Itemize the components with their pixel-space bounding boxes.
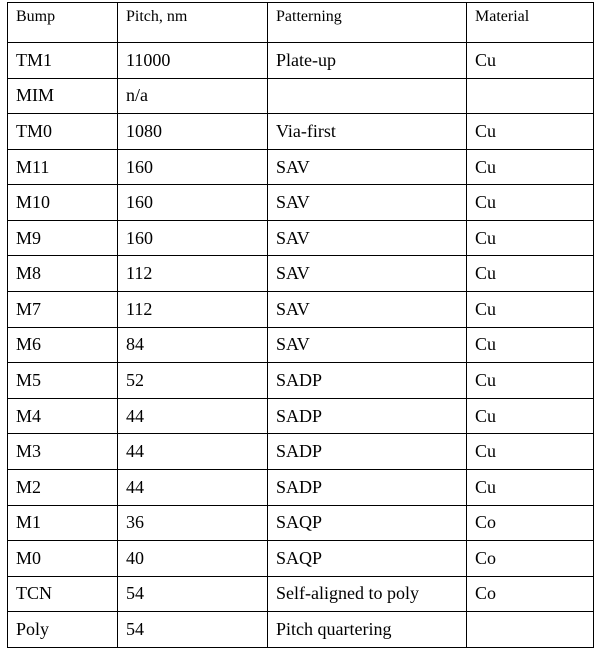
layer-cell: M8	[8, 256, 118, 292]
patterning-cell: SAQP	[268, 505, 467, 541]
table-body	[8, 43, 594, 648]
pitch-cell: 40	[118, 541, 268, 577]
pitch-cell: 1080	[118, 114, 268, 150]
material-cell: Cu	[467, 220, 594, 256]
patterning-cell: SAV	[268, 149, 467, 185]
material-cell: Cu	[467, 398, 594, 434]
pitch-cell: 52	[118, 363, 268, 399]
layer-cell: M11	[8, 149, 118, 185]
layer-cell: TM0	[8, 114, 118, 150]
metal-stack-table	[7, 2, 594, 648]
layer-cell: TM1	[8, 43, 118, 79]
pitch-cell: 54	[118, 612, 268, 648]
layer-cell: M2	[8, 469, 118, 505]
material-cell: Cu	[467, 363, 594, 399]
pitch-cell: 112	[118, 292, 268, 328]
layer-cell: M0	[8, 541, 118, 577]
pitch-cell: 44	[118, 398, 268, 434]
layer-cell: M7	[8, 292, 118, 328]
material-cell: Cu	[467, 469, 594, 505]
table-row	[8, 327, 594, 363]
patterning-cell: SAV	[268, 292, 467, 328]
patterning-cell: SAQP	[268, 541, 467, 577]
material-cell	[467, 612, 594, 648]
table-row	[8, 43, 594, 79]
table-row	[8, 612, 594, 648]
patterning-cell: Pitch quartering	[268, 612, 467, 648]
pitch-cell: 44	[118, 434, 268, 470]
material-cell: Cu	[467, 327, 594, 363]
material-cell: Co	[467, 505, 594, 541]
material-cell: Cu	[467, 114, 594, 150]
patterning-cell: SADP	[268, 398, 467, 434]
header-bump: Bump	[8, 3, 118, 43]
material-cell: Co	[467, 576, 594, 612]
table-row	[8, 576, 594, 612]
pitch-cell: 112	[118, 256, 268, 292]
table-row	[8, 114, 594, 150]
material-cell: Cu	[467, 292, 594, 328]
table-row	[8, 434, 594, 470]
header-material: Material	[467, 3, 594, 43]
table-row	[8, 505, 594, 541]
material-cell: Co	[467, 541, 594, 577]
patterning-cell: SAV	[268, 220, 467, 256]
layer-cell: M4	[8, 398, 118, 434]
table-header	[8, 3, 594, 43]
patterning-cell	[268, 78, 467, 114]
material-cell	[467, 78, 594, 114]
pitch-cell: 160	[118, 149, 268, 185]
pitch-cell: 54	[118, 576, 268, 612]
layer-cell: M9	[8, 220, 118, 256]
pitch-cell: 11000	[118, 43, 268, 79]
table-row	[8, 149, 594, 185]
material-cell: Cu	[467, 256, 594, 292]
table-row	[8, 541, 594, 577]
patterning-cell: SAV	[268, 185, 467, 221]
layer-cell: TCN	[8, 576, 118, 612]
table-row	[8, 469, 594, 505]
table-row	[8, 78, 594, 114]
layer-cell: M5	[8, 363, 118, 399]
patterning-cell: SAV	[268, 256, 467, 292]
pitch-cell: 160	[118, 220, 268, 256]
layer-cell: M10	[8, 185, 118, 221]
layer-cell: MIM	[8, 78, 118, 114]
material-cell: Cu	[467, 43, 594, 79]
table-row	[8, 363, 594, 399]
patterning-cell: Plate-up	[268, 43, 467, 79]
pitch-cell: 160	[118, 185, 268, 221]
table-row	[8, 292, 594, 328]
layer-cell: M3	[8, 434, 118, 470]
header-patterning: Patterning	[268, 3, 467, 43]
layer-cell: Poly	[8, 612, 118, 648]
header-pitch: Pitch, nm	[118, 3, 268, 43]
patterning-cell: Via-first	[268, 114, 467, 150]
material-cell: Cu	[467, 434, 594, 470]
table-row	[8, 398, 594, 434]
material-cell: Cu	[467, 149, 594, 185]
pitch-cell: 84	[118, 327, 268, 363]
pitch-cell: 44	[118, 469, 268, 505]
table-row	[8, 256, 594, 292]
pitch-cell: 36	[118, 505, 268, 541]
table-row	[8, 185, 594, 221]
layer-cell: M1	[8, 505, 118, 541]
patterning-cell: SADP	[268, 363, 467, 399]
patterning-cell: SAV	[268, 327, 467, 363]
material-cell: Cu	[467, 185, 594, 221]
pitch-cell: n/a	[118, 78, 268, 114]
table-row	[8, 220, 594, 256]
layer-cell: M6	[8, 327, 118, 363]
patterning-cell: SADP	[268, 434, 467, 470]
patterning-cell: SADP	[268, 469, 467, 505]
header-row	[8, 3, 594, 43]
patterning-cell: Self-aligned to poly	[268, 576, 467, 612]
